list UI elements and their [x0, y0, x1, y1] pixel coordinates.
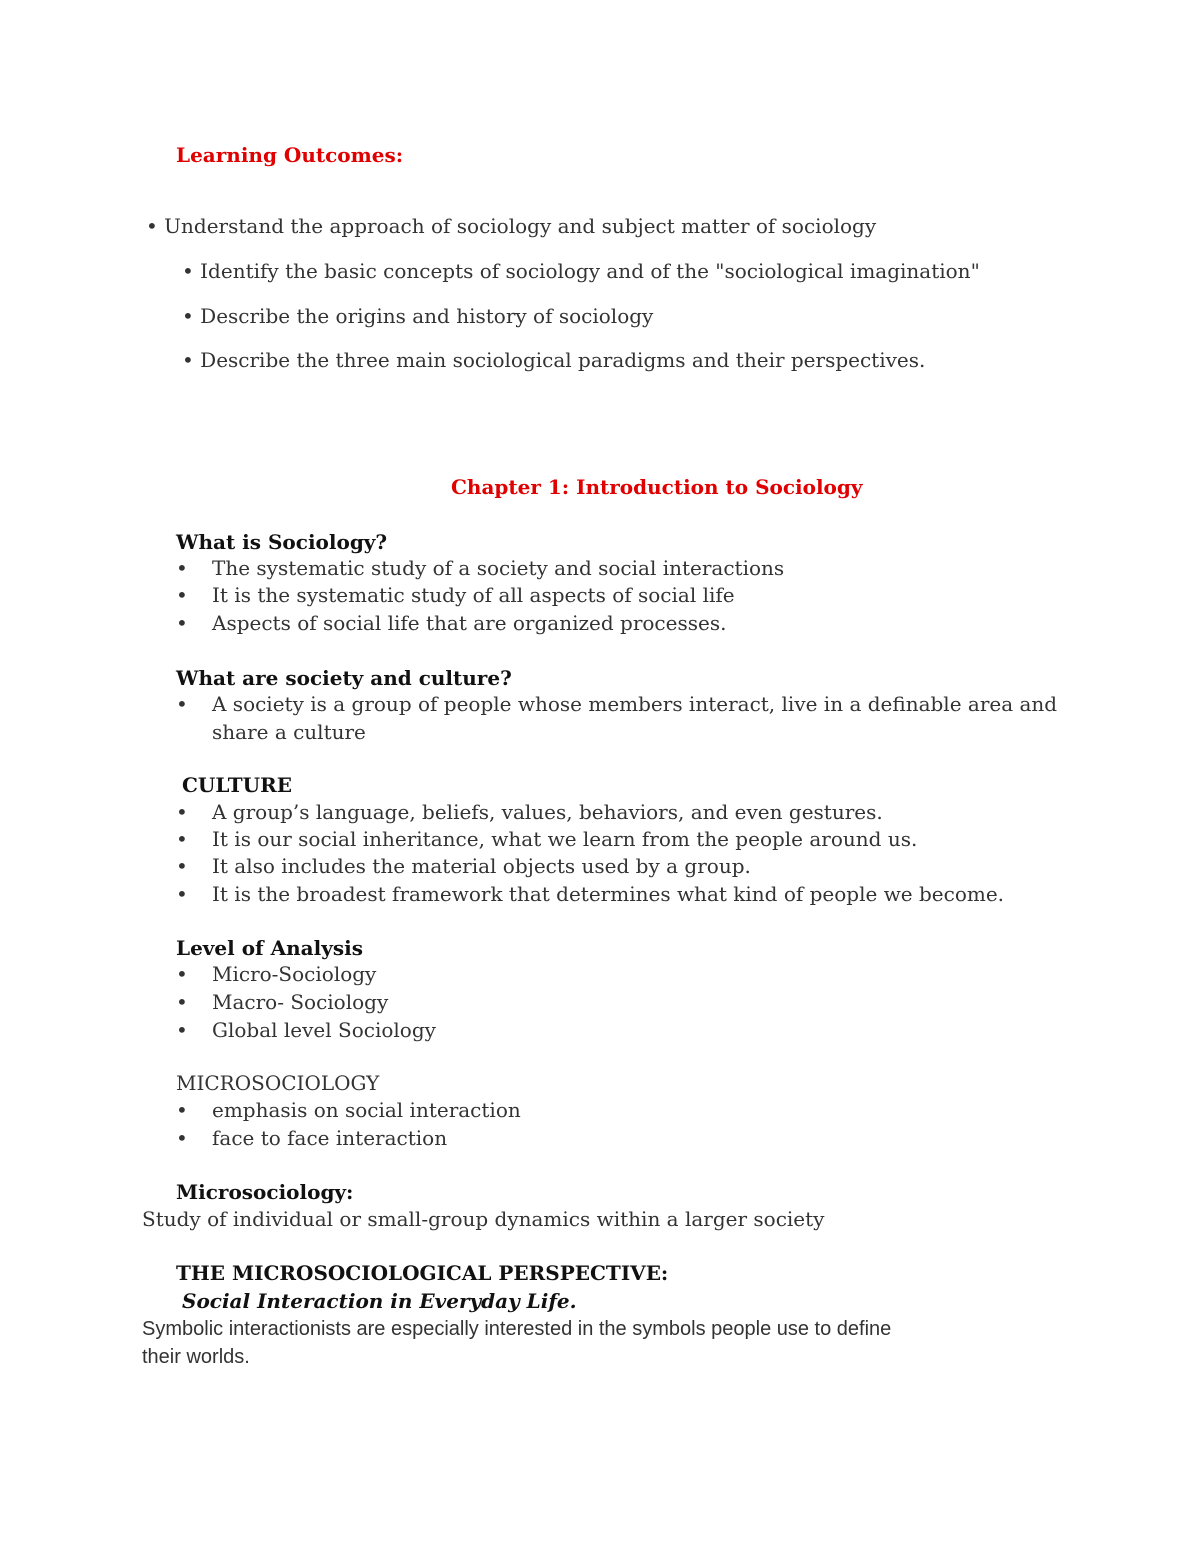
learning-outcome-item: • Describe the three main sociological paradigms and their perspectives.	[182, 348, 926, 372]
bullet-icon: •	[176, 882, 188, 906]
bullet-icon: •	[176, 583, 188, 607]
section-heading-level-of-analysis: Level of Analysis	[176, 936, 363, 960]
list-item-text: A society is a group of people whose members interact, live in a definable area and share a culture	[212, 692, 1058, 744]
bullet-icon: •	[176, 854, 188, 878]
bullet-icon: •	[176, 1126, 188, 1150]
perspective-subheading: Social Interaction in Everyday Life.	[182, 1289, 577, 1313]
chapter-title: Chapter 1: Introduction to Sociology	[451, 475, 863, 499]
microsociology-definition-text: Study of individual or small-group dynamics within a larger society	[142, 1207, 825, 1231]
section-heading-culture: CULTURE	[182, 773, 292, 797]
section-heading-perspective: THE MICROSOCIOLOGICAL PERSPECTIVE:	[176, 1261, 669, 1285]
section-heading-what-is-sociology: What is Sociology?	[176, 530, 388, 554]
learning-outcomes-heading: Learning Outcomes:	[176, 143, 404, 167]
section-heading-microsociology: MICROSOCIOLOGY	[176, 1071, 380, 1095]
document-page: Learning Outcomes: • Understand the approach of sociology and subject matter of sociology • Identify the basic concepts of sociology and of the "sociological imagination" • Describe the origins and history of sociology • Describe the three main sociological paradigms and their perspectives. Chapter 1: Introduction to Sociology What is Sociology? • The systematic study of a society and social interactions • It is the systematic study of all aspects of social life • Aspects of social life that are organized processes. What are society and culture? • A society is a group of people whose members interact, live in a definable area and share a culture CULTURE • A group’s language, beliefs, values, behaviors, and even gestures. • It is our social inheritance, what we learn from the people around us. • It also includes the material objects used by a group. • It is the broadest framework that determines what kind of people we become. Level of Analysis • Micro-Sociology • Macro- Sociology • Global level Sociology MICROSOCIOLOGY • emphasis on social interaction • face to face interaction Microsociology: Study of individual or small-group dynamics within a larger society THE MICROSOCIOLOGICAL PERSPECTIVE: Social Interaction in Everyday Life. Symbolic interactionists are especially interested in the symbols people use to define their worlds.	[0, 0, 1200, 1553]
bullet-icon: •	[176, 1018, 188, 1042]
bullet-icon: •	[176, 990, 188, 1014]
bullet-icon: •	[176, 827, 188, 851]
section-heading-society-culture: What are society and culture?	[176, 666, 512, 690]
bullet-icon: •	[176, 1098, 188, 1122]
learning-outcome-item: • Identify the basic concepts of sociology and of the "sociological imagination"	[182, 259, 980, 283]
bullet-icon: •	[176, 611, 188, 635]
learning-outcome-item: • Describe the origins and history of sociology	[182, 304, 654, 328]
learning-outcome-item: • Understand the approach of sociology and subject matter of sociology	[146, 214, 877, 238]
bullet-icon: •	[176, 556, 188, 580]
section-heading-microsociology-definition: Microsociology:	[176, 1180, 354, 1204]
bullet-icon: •	[176, 962, 188, 986]
bullet-icon: •	[176, 692, 188, 716]
bullet-icon: •	[176, 800, 188, 824]
perspective-paragraph: Symbolic interactionists are especially interested in the symbols people use to define their worlds.	[142, 1318, 892, 1368]
